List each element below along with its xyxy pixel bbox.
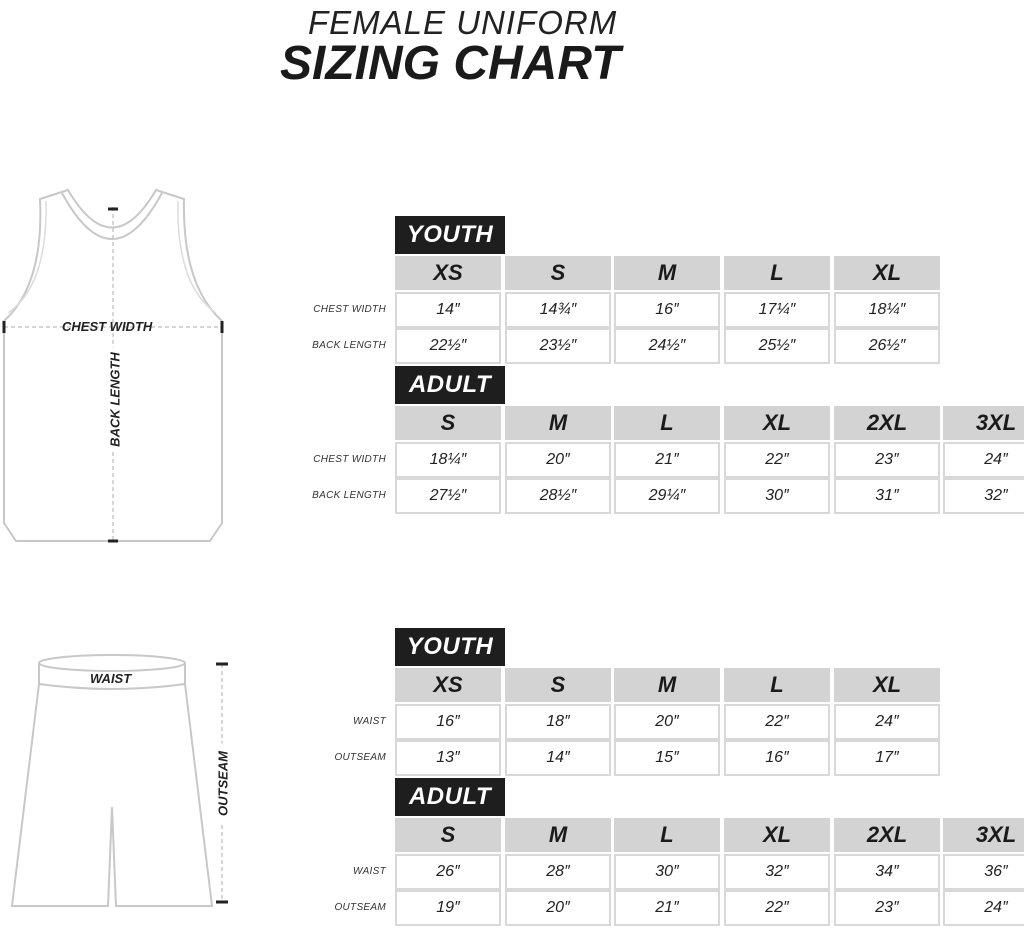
table-cell: 21″ xyxy=(614,890,720,926)
table-cell: 32″ xyxy=(724,854,830,890)
group-tag-youth: YOUTH xyxy=(395,628,505,666)
size-header: 3XL xyxy=(943,818,1024,852)
size-header: L xyxy=(614,818,720,852)
size-header: S xyxy=(395,406,501,440)
size-header: 2XL xyxy=(834,406,940,440)
title-line1: FEMALE UNIFORM xyxy=(308,4,618,41)
size-header: XS xyxy=(395,668,501,702)
size-header: XL xyxy=(834,668,940,702)
table-cell: 28½″ xyxy=(505,478,611,514)
table-cell: 20″ xyxy=(614,704,720,740)
size-header: M xyxy=(505,818,611,852)
row-label: WAIST xyxy=(353,866,386,877)
size-header: XL xyxy=(834,256,940,290)
size-header: S xyxy=(395,818,501,852)
table-cell: 30″ xyxy=(724,478,830,514)
table-cell: 15″ xyxy=(614,740,720,776)
size-header: S xyxy=(505,668,611,702)
group-tag-adult: ADULT xyxy=(395,778,505,816)
table-cell: 24″ xyxy=(943,442,1024,478)
row-label: CHEST WIDTH xyxy=(313,454,386,465)
back-length-label: BACK LENGTH xyxy=(108,348,123,452)
size-header: L xyxy=(724,668,830,702)
row-label: BACK LENGTH xyxy=(312,490,386,501)
size-header: 3XL xyxy=(943,406,1024,440)
table-cell: 23″ xyxy=(834,442,940,478)
waist-label: WAIST xyxy=(90,671,132,686)
size-header: M xyxy=(505,406,611,440)
outseam-label: OUTSEAM xyxy=(216,744,231,824)
table-cell: 22″ xyxy=(724,442,830,478)
shorts-figure xyxy=(10,652,250,910)
table-cell: 16″ xyxy=(395,704,501,740)
table-cell: 14″ xyxy=(505,740,611,776)
table-cell: 30″ xyxy=(614,854,720,890)
row-label: BACK LENGTH xyxy=(312,340,386,351)
table-cell: 20″ xyxy=(505,890,611,926)
table-cell: 32″ xyxy=(943,478,1024,514)
table-cell: 24″ xyxy=(943,890,1024,926)
page-title: SIZING CHART xyxy=(280,37,621,90)
table-cell: 31″ xyxy=(834,478,940,514)
table-cell: 13″ xyxy=(395,740,501,776)
row-label: WAIST xyxy=(353,716,386,727)
size-header: M xyxy=(614,256,720,290)
table-cell: 27½″ xyxy=(395,478,501,514)
size-header: L xyxy=(724,256,830,290)
table-cell: 26½″ xyxy=(834,328,940,364)
table-cell: 16″ xyxy=(614,292,720,328)
group-tag-adult: ADULT xyxy=(395,366,505,404)
table-cell: 26″ xyxy=(395,854,501,890)
shorts-icon xyxy=(10,652,250,910)
table-cell: 18¼″ xyxy=(395,442,501,478)
size-header: M xyxy=(614,668,720,702)
table-cell: 34″ xyxy=(834,854,940,890)
row-label: OUTSEAM xyxy=(334,752,386,763)
table-cell: 29¼″ xyxy=(614,478,720,514)
table-cell: 24½″ xyxy=(614,328,720,364)
table-cell: 24″ xyxy=(834,704,940,740)
table-cell: 23½″ xyxy=(505,328,611,364)
table-cell: 19″ xyxy=(395,890,501,926)
table-cell: 17″ xyxy=(834,740,940,776)
size-header: S xyxy=(505,256,611,290)
size-header: XL xyxy=(724,406,830,440)
table-cell: 16″ xyxy=(724,740,830,776)
chest-width-label: CHEST WIDTH xyxy=(62,319,153,334)
table-cell: 14¾″ xyxy=(505,292,611,328)
table-cell: 18″ xyxy=(505,704,611,740)
table-cell: 22″ xyxy=(724,704,830,740)
table-cell: 22″ xyxy=(724,890,830,926)
table-cell: 21″ xyxy=(614,442,720,478)
size-header: XS xyxy=(395,256,501,290)
group-tag-youth: YOUTH xyxy=(395,216,505,254)
size-header: L xyxy=(614,406,720,440)
table-cell: 17¼″ xyxy=(724,292,830,328)
table-cell: 23″ xyxy=(834,890,940,926)
table-cell: 25½″ xyxy=(724,328,830,364)
table-cell: 36″ xyxy=(943,854,1024,890)
table-cell: 14″ xyxy=(395,292,501,328)
table-cell: 22½″ xyxy=(395,328,501,364)
size-header: 2XL xyxy=(834,818,940,852)
table-cell: 18¼″ xyxy=(834,292,940,328)
size-header: XL xyxy=(724,818,830,852)
table-cell: 28″ xyxy=(505,854,611,890)
row-label: CHEST WIDTH xyxy=(313,304,386,315)
table-cell: 20″ xyxy=(505,442,611,478)
row-label: OUTSEAM xyxy=(334,902,386,913)
